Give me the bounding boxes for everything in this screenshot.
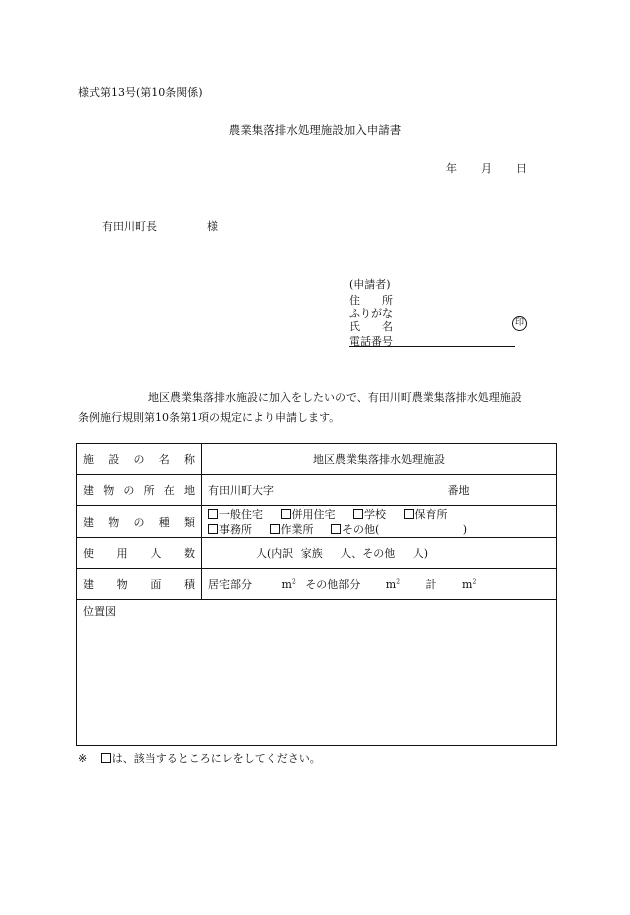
area-total-unit: $m^2$ bbox=[462, 578, 477, 591]
location-banchi: 番地 bbox=[447, 484, 470, 497]
location-town: 有田川町大字 bbox=[208, 484, 274, 497]
area-label: 建 物 面 積 bbox=[77, 569, 202, 600]
footnote-mark: ※ bbox=[78, 752, 88, 765]
checkbox-nursery[interactable]: 保育所 bbox=[404, 508, 448, 521]
location-label: 建 物 の 所 在 地 bbox=[77, 475, 202, 506]
footnote-text: は、該当するところにレをしてください。 bbox=[111, 752, 321, 765]
facility-name-value: 地区農業集落排水処理施設 bbox=[202, 444, 557, 475]
users-label: 使 用 人 数 bbox=[77, 538, 202, 569]
footnote-checkbox-icon bbox=[101, 753, 111, 763]
date-year-label: 年 bbox=[446, 162, 457, 175]
request-statement bbox=[78, 388, 568, 428]
users-persons: 人(内訳 bbox=[256, 547, 294, 560]
location-map-area[interactable] bbox=[77, 600, 557, 746]
row-area bbox=[77, 569, 557, 600]
area-residential-label: 居宅部分 bbox=[208, 578, 252, 591]
users-other-unit: 人) bbox=[412, 547, 429, 560]
applicant-address-label: 住 所 bbox=[349, 294, 393, 307]
date-month-label: 月 bbox=[481, 162, 492, 175]
footnote bbox=[78, 750, 321, 766]
other-close-paren: ) bbox=[462, 522, 468, 536]
building-type-label: 建 物 の 種 類 bbox=[77, 506, 202, 538]
application-table bbox=[76, 443, 557, 746]
area-total-label: 計 bbox=[425, 578, 437, 591]
area-other-unit: $m^2$ bbox=[385, 578, 401, 591]
applicant-name-label: 氏 名 bbox=[349, 320, 393, 333]
phone-underline bbox=[349, 346, 515, 347]
applicant-phone-label: 電話番号 bbox=[349, 335, 393, 348]
applicant-furigana-label: ふりがな bbox=[349, 307, 393, 320]
facility-name-label: 施 設 の 名 称 bbox=[77, 444, 202, 475]
row-location bbox=[77, 475, 557, 506]
location-map-label: 位置図 bbox=[83, 605, 116, 618]
form-number: 様式第13号(第10条関係) bbox=[78, 86, 203, 99]
request-line-2: 条例施行規則第10条第1項の規定により申請します。 bbox=[78, 411, 341, 424]
checkbox-office[interactable]: 事務所 bbox=[208, 523, 252, 536]
row-building-type bbox=[77, 506, 557, 538]
location-value[interactable] bbox=[202, 475, 557, 506]
request-line-1: 地区農業集落排水施設に加入をしたいので、有田川町農業集落排水処理施設 bbox=[148, 391, 522, 404]
area-residential-unit: $m^2$ bbox=[281, 578, 296, 591]
row-facility-name bbox=[77, 444, 557, 475]
checkbox-workshop[interactable]: 作業所 bbox=[270, 523, 314, 536]
seal-mark: 印 bbox=[512, 316, 527, 331]
date-day-label: 日 bbox=[516, 162, 527, 175]
checkbox-mixed-house[interactable]: 併用住宅 bbox=[281, 508, 336, 521]
checkbox-school[interactable]: 学校 bbox=[353, 508, 386, 521]
applicant-header: (申請者) bbox=[349, 278, 391, 291]
users-value[interactable] bbox=[202, 538, 557, 569]
area-other-label: その他部分 bbox=[305, 578, 361, 591]
building-type-options bbox=[202, 506, 557, 538]
addressee-name: 有田川町長 bbox=[102, 220, 157, 233]
checkbox-general-house[interactable]: 一般住宅 bbox=[208, 508, 263, 521]
users-family: 家族 bbox=[300, 547, 323, 560]
document-title: 農業集落排水処理施設加入申請書 bbox=[228, 123, 402, 137]
row-users bbox=[77, 538, 557, 569]
area-value[interactable] bbox=[202, 569, 557, 600]
row-location-map bbox=[77, 600, 557, 746]
checkbox-other[interactable]: その他( bbox=[331, 523, 379, 536]
users-family-unit: 人、その他 bbox=[340, 547, 396, 560]
addressee-honorific: 様 bbox=[207, 220, 218, 233]
